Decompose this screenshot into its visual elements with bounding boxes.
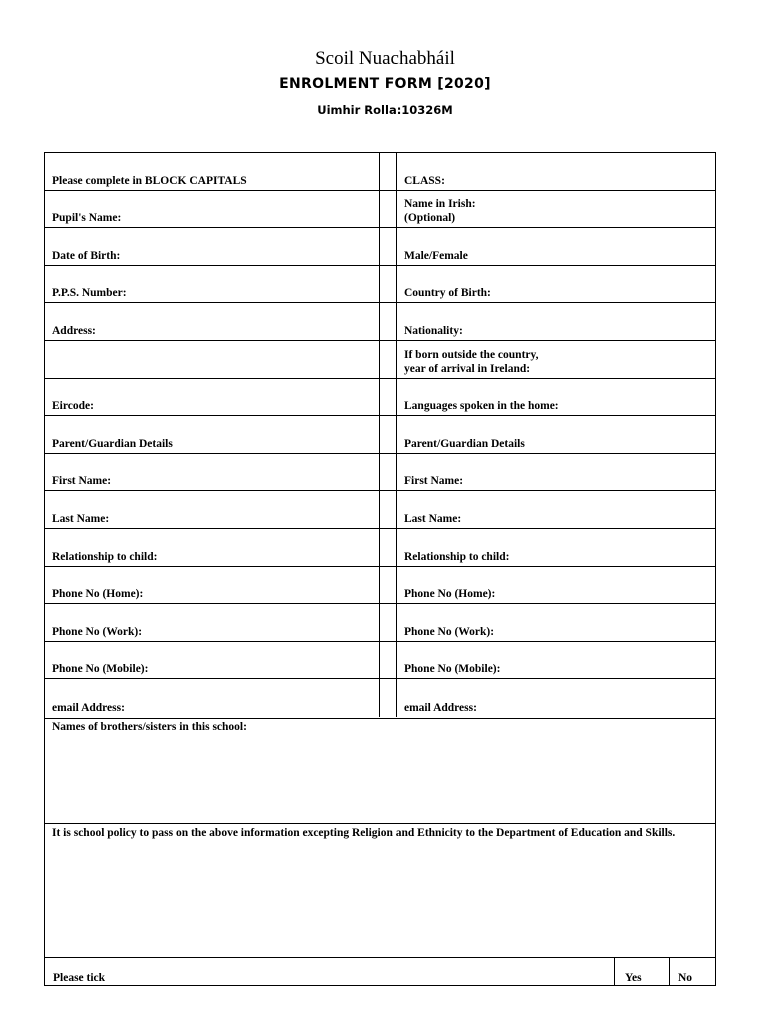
field-guardian2-relationship[interactable] xyxy=(397,529,715,567)
field-label: Country of Birth: xyxy=(404,287,491,300)
field-guardian2-phone-mobile[interactable] xyxy=(397,642,715,680)
field-label: Phone No (Mobile): xyxy=(404,663,501,676)
field-label: First Name: xyxy=(52,475,112,488)
form-row xyxy=(45,416,715,454)
field-label: Pupil's Name: xyxy=(52,212,122,225)
form-row xyxy=(45,642,715,680)
field-guardian2-phone-work[interactable] xyxy=(397,604,715,642)
form-title: ENROLMENT FORM [2020] xyxy=(279,76,491,92)
field-class[interactable] xyxy=(397,153,715,191)
field-label: Phone No (Work): xyxy=(404,625,495,638)
column-separator xyxy=(380,153,397,191)
form-row xyxy=(45,153,715,191)
field-pupil-name[interactable] xyxy=(45,191,380,229)
form-row xyxy=(45,303,715,341)
siblings-label: Names of brothers/sisters in this school: xyxy=(52,721,247,733)
field-label: Last Name: xyxy=(404,512,462,525)
details-grid xyxy=(45,153,715,718)
form-row xyxy=(45,379,715,417)
no-checkbox[interactable] xyxy=(669,958,715,985)
roll-number: Uimhir Rolla:10326M xyxy=(317,103,453,117)
no-label: No xyxy=(678,972,693,984)
field-nationality[interactable] xyxy=(397,303,715,341)
policy-section xyxy=(45,823,715,957)
field-date-of-birth[interactable] xyxy=(45,228,380,266)
field-address-line-2[interactable] xyxy=(45,341,380,379)
field-label: email Address: xyxy=(52,701,125,714)
field-guardian2-last-name[interactable] xyxy=(397,491,715,529)
field-label: Nationality: xyxy=(404,324,463,337)
field-country-of-birth[interactable] xyxy=(397,266,715,304)
form-row xyxy=(45,567,715,605)
column-separator xyxy=(380,341,397,379)
field-label: email Address: xyxy=(404,701,477,714)
column-separator xyxy=(380,529,397,567)
field-label: Phone No (Home): xyxy=(52,588,144,601)
field-label: Relationship to child: xyxy=(52,550,158,563)
section-parent-guardian-2 xyxy=(397,416,715,454)
policy-text: It is school policy to pass on the above information excepting Religion and Ethnicity to the Department of Education and Skills. xyxy=(52,827,676,839)
field-guardian2-phone-home[interactable] xyxy=(397,567,715,605)
form-row xyxy=(45,266,715,304)
field-name-in-irish[interactable] xyxy=(397,191,715,229)
yes-label: Yes xyxy=(625,972,642,984)
field-label: If born outside the country, year of arrival in Ireland: xyxy=(404,348,539,375)
column-separator xyxy=(380,567,397,605)
form-row xyxy=(45,491,715,529)
form-row xyxy=(45,191,715,229)
form-row xyxy=(45,604,715,642)
field-label: Phone No (Work): xyxy=(52,625,143,638)
field-label: Parent/Guardian Details xyxy=(404,437,525,450)
column-separator xyxy=(380,191,397,229)
form-row xyxy=(45,679,715,717)
column-separator xyxy=(380,303,397,341)
field-label: Address: xyxy=(52,324,96,337)
form-row xyxy=(45,454,715,492)
form-row xyxy=(45,341,715,379)
field-label: Phone No (Home): xyxy=(404,588,496,601)
field-guardian1-relationship[interactable] xyxy=(45,529,380,567)
field-guardian1-first-name[interactable] xyxy=(45,454,380,492)
field-guardian2-first-name[interactable] xyxy=(397,454,715,492)
field-label: Please complete in BLOCK CAPITALS xyxy=(52,174,247,187)
field-guardian1-phone-work[interactable] xyxy=(45,604,380,642)
field-year-of-arrival[interactable] xyxy=(397,341,715,379)
field-address[interactable] xyxy=(45,303,380,341)
field-siblings[interactable] xyxy=(45,718,715,823)
consent-tick-row xyxy=(45,957,715,985)
form-row xyxy=(45,529,715,567)
field-label: Relationship to child: xyxy=(404,550,510,563)
field-label: Name in Irish: (Optional) xyxy=(404,198,476,225)
column-separator xyxy=(380,379,397,417)
enrolment-form xyxy=(44,152,716,986)
school-name: Scoil Nuachabháil xyxy=(315,48,455,69)
field-label: Eircode: xyxy=(52,400,94,413)
column-separator xyxy=(380,604,397,642)
field-gender[interactable] xyxy=(397,228,715,266)
form-row xyxy=(45,228,715,266)
field-label: First Name: xyxy=(404,475,464,488)
field-guardian1-last-name[interactable] xyxy=(45,491,380,529)
field-pps-number[interactable] xyxy=(45,266,380,304)
field-guardian2-email[interactable] xyxy=(397,679,715,717)
field-label: Languages spoken in the home: xyxy=(404,400,559,413)
field-label: Male/Female xyxy=(404,249,468,262)
field-label: Parent/Guardian Details xyxy=(52,437,173,450)
field-eircode[interactable] xyxy=(45,379,380,417)
field-guardian1-phone-home[interactable] xyxy=(45,567,380,605)
field-label: P.P.S. Number: xyxy=(52,287,127,300)
field-languages-spoken[interactable] xyxy=(397,379,715,417)
field-label: Last Name: xyxy=(52,512,110,525)
column-separator xyxy=(380,642,397,680)
section-parent-guardian-1 xyxy=(45,416,380,454)
column-separator xyxy=(380,266,397,304)
field-guardian1-phone-mobile[interactable] xyxy=(45,642,380,680)
field-block-capitals-note xyxy=(45,153,380,191)
column-separator xyxy=(380,228,397,266)
field-guardian1-email[interactable] xyxy=(45,679,380,717)
field-label: Date of Birth: xyxy=(52,249,121,262)
yes-checkbox[interactable] xyxy=(614,958,669,985)
field-label: CLASS: xyxy=(404,174,445,187)
please-tick-label: Please tick xyxy=(53,972,106,984)
field-label: Phone No (Mobile): xyxy=(52,663,149,676)
column-separator xyxy=(380,491,397,529)
column-separator xyxy=(380,416,397,454)
column-separator xyxy=(380,454,397,492)
column-separator xyxy=(380,679,397,717)
